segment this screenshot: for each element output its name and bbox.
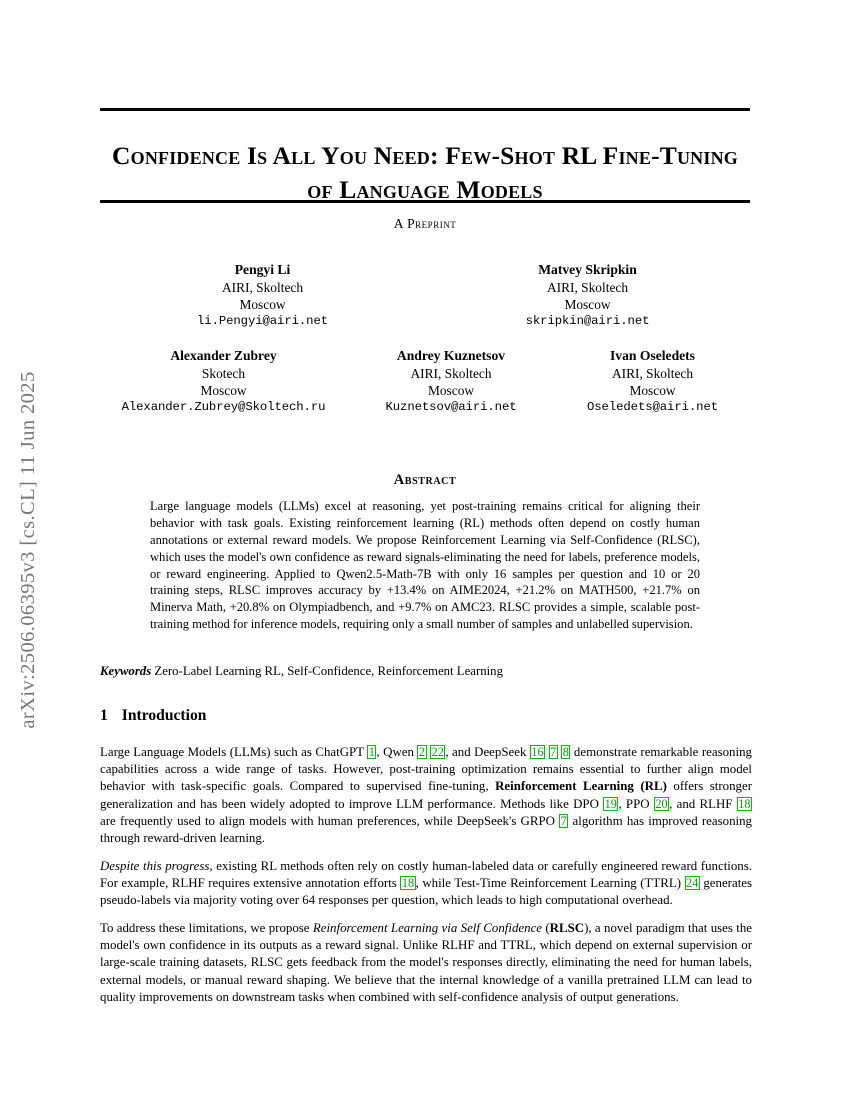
citation-link[interactable]: 18 bbox=[738, 796, 751, 811]
author-affiliation: Skotech bbox=[201, 365, 246, 381]
citation-link[interactable]: 2 bbox=[418, 745, 426, 759]
keywords bbox=[100, 664, 750, 679]
emphasis-text: Reinforcement Learning (RL) bbox=[495, 779, 667, 794]
text-run: , and DeepSeek bbox=[445, 745, 530, 759]
text-run: To address these limitations, we propose bbox=[100, 920, 313, 935]
author-city: Moscow bbox=[200, 383, 247, 399]
author-email[interactable]: li.Pengyi@airi.net bbox=[196, 313, 329, 328]
section-number: 1 bbox=[100, 707, 108, 724]
authors-row-1 bbox=[100, 261, 750, 330]
arxiv-stamp-text: arXiv:2506.06395v3 [cs.CL] 11 Jun 2025 bbox=[16, 371, 39, 729]
author-affiliation: AIRI, Skoltech bbox=[221, 279, 304, 295]
citation-link[interactable]: 24 bbox=[686, 876, 699, 891]
author-name: Alexander Zubrey bbox=[170, 348, 277, 363]
author-block bbox=[100, 261, 425, 330]
author-email[interactable]: Oseledets@airi.net bbox=[586, 399, 719, 414]
emphasis-text: RLSC bbox=[549, 920, 585, 935]
title-rule-top bbox=[100, 108, 750, 111]
author-email[interactable]: Kuznetsov@airi.net bbox=[385, 399, 517, 414]
citation-link[interactable]: 18 bbox=[401, 876, 415, 891]
abstract-heading: Abstract bbox=[393, 472, 457, 488]
author-city: Moscow bbox=[427, 383, 475, 399]
title-rule-bottom bbox=[100, 200, 750, 203]
text-run: generates pseudo-labels via majority voting over 64 responses per question, which leads to high computational overhead. bbox=[100, 876, 753, 908]
author-affiliation: AIRI, Skoltech bbox=[410, 365, 492, 381]
abstract-body: Large language models (LLMs) excel at reasoning, yet post-training remains critical for aligning their behavior with task goals. Existing reinforcement learning (RL) methods often depend on costly human annotations or external reward models. We propose Reinforcement Learning via Self-Confidence (RLSC), which uses the model's own confidence as reward signals-eliminating the need for labels, preference models, or reward engineering. Applied to Qwen2.5-Math-7B with only 16 samples per question and 10 or 20 training steps, RLSC improves accuracy by +13.4% on AIME2024, +21.2% on MATH500, +21.7% on Minerva Math, +20.8% on Olympiadbench, and +9.7% on AMC23. RLSC provides a simple, scalable post-training method for inference models, requiring only a small number of samples and unlabelled supervision. bbox=[150, 499, 700, 632]
author-block bbox=[555, 347, 750, 416]
text-run: algorithm has improved reasoning through reward-driven learning. bbox=[100, 813, 752, 846]
citation-link[interactable]: 20 bbox=[655, 796, 668, 811]
text-run: , existing RL methods often rely on costly human-labeled data or carefully engineered reward functions. For example, RLHF requires extensive annotation efforts bbox=[100, 858, 752, 891]
author-block bbox=[347, 347, 555, 416]
text-run: , PPO bbox=[618, 796, 654, 811]
author-email[interactable]: Alexander.Zubrey@Skoltech.ru bbox=[121, 399, 326, 414]
author-name: Pengyi Li bbox=[234, 262, 291, 277]
paper-page bbox=[100, 0, 753, 1100]
italic-text: Despite this progress bbox=[100, 858, 210, 873]
author-block bbox=[425, 261, 750, 330]
text-run: , and RLHF bbox=[669, 796, 737, 811]
citation-link[interactable]: 1 bbox=[368, 745, 375, 759]
text-run: offers stronger generalization and has been widely adopted to improve LLM performance. Methods like DPO bbox=[100, 779, 752, 811]
text-run: demonstrate remarkable reasoning capabilities across a wide range of tasks. However, post-training optimization remains essential to further align model behavior with task-specific goals. Compared to supervised fine-tuning, bbox=[100, 745, 752, 794]
author-name: Andrey Kuznetsov bbox=[396, 348, 506, 363]
paragraph bbox=[100, 858, 752, 910]
citation-link[interactable]: 22 bbox=[431, 745, 444, 759]
citation-link[interactable]: 7 bbox=[550, 745, 557, 759]
citation-link[interactable]: 8 bbox=[562, 745, 569, 759]
keywords-label: Keywords bbox=[100, 664, 152, 678]
section-heading-introduction bbox=[100, 707, 750, 725]
keywords-text: Zero-Label Learning RL, Self-Confidence, Reinforcement Learning bbox=[154, 664, 503, 678]
author-city: Moscow bbox=[564, 297, 611, 313]
citation-link[interactable]: 7 bbox=[560, 813, 567, 828]
section-title: Introduction bbox=[121, 707, 207, 724]
page-title: Confidence Is All You Need: Few-Shot RL Fine-Tuning of Language Models bbox=[112, 141, 738, 204]
author-name: Matvey Skripkin bbox=[538, 262, 637, 277]
arxiv-stamp bbox=[0, 0, 56, 1100]
citation-link[interactable]: 19 bbox=[604, 796, 617, 811]
preprint-label: A Preprint bbox=[393, 216, 457, 231]
author-affiliation: AIRI, Skoltech bbox=[546, 279, 629, 295]
author-city: Moscow bbox=[629, 383, 676, 399]
author-affiliation: AIRI, Skoltech bbox=[611, 365, 694, 381]
text-run: ), a novel paradigm that uses the model's own confidence in its outputs as a reward signal. Unlike RLHF and TTRL, which depend on external supervision or large-scale training datasets, RLSC gets feedback from the model's responses directly, eliminating the need for human labels, external models, or manual reward shaping. We believe that the internal knowledge of a vanilla pretrained LLM can lead to quality improvements on downstream tasks when combined with self-confidence analysis of output generations. bbox=[100, 920, 752, 1004]
italic-text: Reinforcement Learning via Self Confidence bbox=[312, 920, 543, 935]
text-run: , while Test-Time Reinforcement Learning (TTRL) bbox=[415, 876, 685, 891]
author-city: Moscow bbox=[239, 297, 286, 313]
citation-link[interactable]: 16 bbox=[531, 745, 544, 759]
paragraph bbox=[100, 920, 752, 1006]
text-run: ( bbox=[542, 920, 550, 935]
text-run: are frequently used to align models with human preferences, while DeepSeek's GRPO bbox=[100, 813, 560, 828]
text-run: Large Language Models (LLMs) such as ChatGPT bbox=[100, 745, 368, 759]
author-email[interactable]: skripkin@airi.net bbox=[525, 313, 650, 328]
text-run: , Qwen bbox=[376, 745, 418, 759]
authors-row-2 bbox=[100, 347, 750, 416]
introduction-body bbox=[100, 744, 752, 1017]
paragraph bbox=[100, 744, 752, 847]
author-name: Ivan Oseledets bbox=[610, 348, 695, 363]
author-block bbox=[100, 347, 347, 416]
